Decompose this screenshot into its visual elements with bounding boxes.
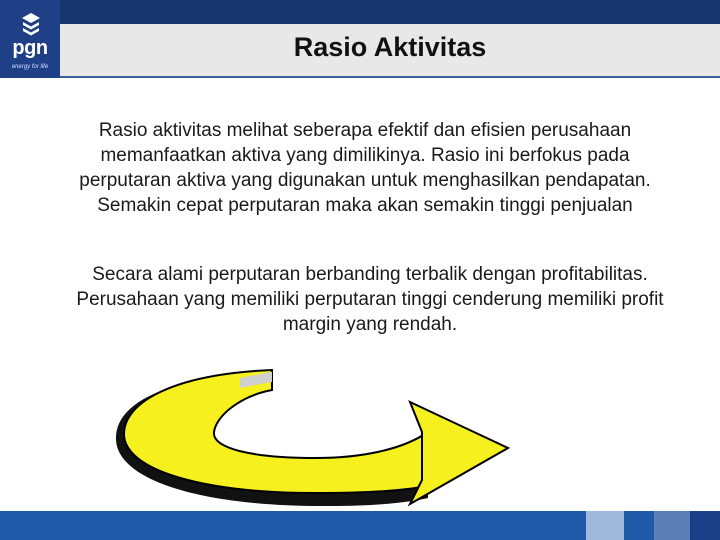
paragraph-definition: Rasio aktivitas melihat seberapa efektif dan efisien perusahaan memanfaatkan aktiva yang dimilikinya. Rasio ini berfokus pada perputaran aktiva yang digunakan untuk menghasilkan pendapatan. Semakin cepat perputaran maka akan semakin tinggi penjualan bbox=[79, 120, 651, 216]
footer-segment-dark bbox=[690, 511, 720, 540]
footer-segment-light bbox=[586, 511, 624, 540]
cycle-arrow-band bbox=[124, 370, 428, 493]
header-divider bbox=[60, 76, 720, 78]
pgn-logo bbox=[0, 0, 60, 78]
logo-tagline: energy for life bbox=[11, 64, 49, 70]
cycle-arrow-graphic bbox=[110, 362, 520, 514]
paragraph-profitability: Secara alami perputaran berbanding terbalik dengan profitabilitas. Perusahaan yang memiliki perputaran tinggi cenderung memiliki profit margin yang rendah. bbox=[76, 264, 664, 335]
header-accent-band bbox=[60, 0, 720, 24]
pgn-logo-mark-icon bbox=[20, 12, 42, 36]
footer-segment-blue bbox=[624, 511, 654, 540]
cycle-arrow-head bbox=[410, 402, 508, 504]
logo-wordmark: pgn bbox=[12, 37, 48, 59]
footer-segment-mid bbox=[654, 511, 690, 540]
page-title: Rasio Aktivitas bbox=[293, 32, 487, 62]
